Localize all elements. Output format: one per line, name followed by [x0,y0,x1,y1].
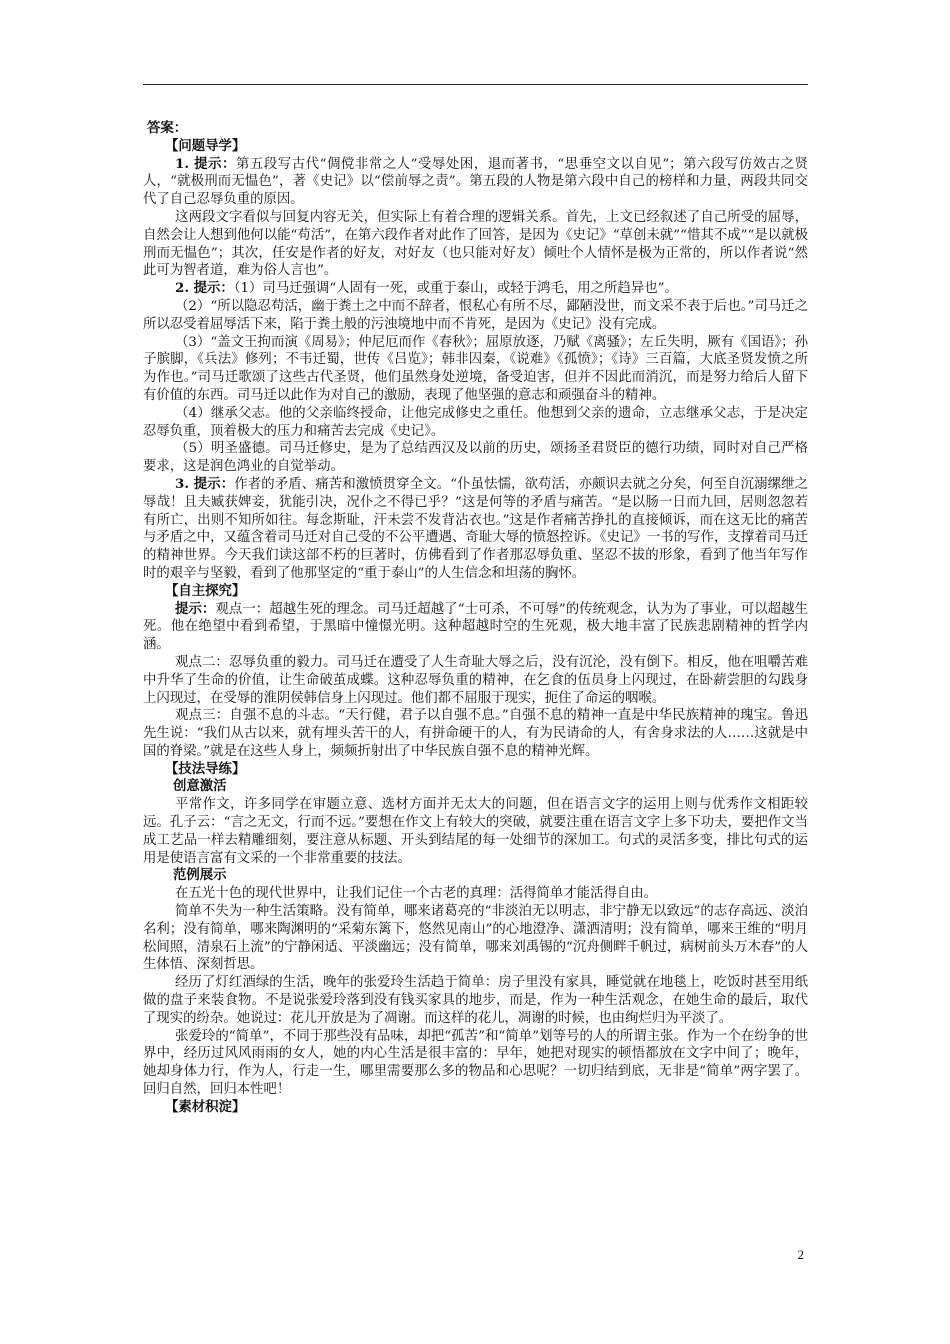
example-paragraph-3: 经历了灯红酒绿的生活，晚年的张爱玲生活趋于简单：房子里没有家具，睡觉就在地毯上，吃饭时甚至用纸做的盘子来装食物。不是说张爱玲落到没有钱买家具的地步，而是，作为一种生活观念，在她生命的最后，取代了现实的纷杂。她说过：花儿开放是为了凋谢。而这样的花儿，凋谢的时候，也由绚烂归为平淡了。 [143,975,808,1026]
explore-text-1: 观点一：超越生死的理念。司马迁超越了“士可杀，不可辱”的传统观念，认为为了事业，可以超越生死。他在绝望中看到希望，于黑暗中憧憬光明。这种超越时空的生死观，极大地丰富了民族悲剧精神的哲学内涵。 [143,601,808,653]
q2-text-1: （1）司马迁强调“人固有一死，或重于泰山，或轻于鸿毛，用之所趋异也”。 [233,281,678,297]
answer-content [143,120,808,1117]
example-paragraph-1: 在五光十色的现代世界中，让我们记住一个古老的真理：活得简单才能活得自由。 [175,886,658,902]
q2-paragraph-2: （2）“所以隐忍苟活，幽于粪土之中而不辞者，恨私心有所不尽，鄙陋没世，而文采不表于后也。”司马迁之所以忍受着屈辱活下来，陷于粪土般的污浊境地中而不肯死，是因为《史记》没有完成。 [143,298,808,332]
subsection-example: 范例展示 [173,867,227,884]
q3-label: 3. 提示： [175,475,235,492]
q2-label: 2. 提示： [175,280,234,297]
example-paragraph-4: 张爱玲的“简单”，不同于那些没有品味，却把“孤苦”和“简单”划等号的人的所谓主张。作为一个在纷争的世界中，经历过风风雨雨的女人，她的内心生活是很丰富的：早年，她把对现实的顿悟都放在文字中间了；晚年，她却身体力行，作为人，行走一生，哪里需要那么多的物品和心思呢？一切归结到底，无非是“简单”两字罢了。回归自然，回归本性吧！ [143,1028,808,1098]
explore-paragraph-2: 观点二：忍辱负重的毅力。司马迁在遭受了人生奇耻大辱之后，没有沉沦，没有倒下。相反，他在咀嚼苦难中升华了生命的价值，让生命破茧成蝶。这种忍辱负重的精神，在乞食的伍员身上闪现过，在卧薪尝胆的勾践身上闪现过，在受辱的淮阴侯韩信身上闪现过。他们都不屈服于现实，扼住了命运的咽喉。 [143,654,808,706]
q3-text-1: 作者的矛盾、痛苦和激愤贯穿全文。“仆虽怯懦，欲苟活，亦颇识去就之分矣，何至自沉溺缧绁之辱哉！且夫臧获婢妾，犹能引决，况仆之不得已乎？”这是何等的矛盾与痛苦。“是以肠一日而九回，居则忽忽若有所亡，出则不知所如往。每念斯耻，汗未尝不发背沾衣也。”这是作者痛苦挣扎的直接倾诉，而在这无比的痛苦与矛盾之中，又蕴含着司马迁对自己受的不公平遭遇、奇耻大辱的愤怒控诉。《史记》一书的写作，支撑着司马迁的精神世界。今天我们读这部不朽的巨著时，仿佛看到了作者那忍辱负重、坚忍不拔的形象，看到了他当年写作时的艰辛与坚毅，看到了他那坚定的“重于泰山”的人生信念和坦荡的胸怀。 [143,476,808,581]
q3-paragraph-1 [143,476,808,583]
q1-label: 1. 提示： [175,155,236,172]
q2-paragraph-1 [143,280,808,298]
section-technique: 【技法导练】 [165,760,246,777]
section-explore: 【自主探究】 [165,582,246,599]
q2-paragraph-5: （5）明圣盛德。司马迁修史，是为了总结西汉及以前的历史，颂扬圣君贤臣的德行功绩，同时对自己严格要求，这是润色鸿业的自觉举动。 [143,441,808,475]
q1-paragraph-1 [143,156,808,209]
answer-heading: 答案： [147,120,188,136]
page-number: 2 [797,1247,804,1262]
section-material: 【素材积淀】 [165,1098,246,1115]
q1-text-1: 第五段写古代“倜傥非常之人”受辱处困，退而著书，“思垂空文以自见”；第六段写仿效古之贤人，“就极刑而无愠色”，著《史记》以“偿前辱之责”。第五段的人物是第六段中自己的榜样和力量，两段共同交代了自己忍辱负重的原因。 [143,156,808,208]
q2-paragraph-4: （4）继承父志。他的父亲临终授命，让他完成修史之重任。他想到父亲的遗命，立志继承父志，于是决定忍辱负重，顶着极大的压力和痛苦去完成《史记》。 [143,405,808,439]
header-rule [143,84,808,85]
q2-paragraph-3: （3）“盖文王拘而演《周易》；仲尼厄而作《春秋》；屈原放逐，乃赋《离骚》；左丘失明，厥有《国语》；孙子膑脚，《兵法》修列；不韦迁蜀，世传《吕览》；韩非囚秦，《说难》《孤愤》；《诗》三百篇，大底圣贤发愤之所为作也。”司马迁歌颂了这些古代圣贤，他们虽然身处逆境，备受迫害，但并不因此而消沉，而是努力给后人留下有价值的东西。司马迁以此作为对自己的激励，表现了他坚强的意志和顽强奋斗的精神。 [143,334,808,403]
explore-paragraph-1 [143,601,808,654]
q1-paragraph-2: 这两段文字看似与回复内容无关，但实际上有着合理的逻辑关系。首先，上文已经叙述了自己所受的屈辱，自然会让人想到他何以能“苟活”，在第六段作者对此作了回答，是因为《史记》“草创未就”“惜其不成”“是以就极刑而无愠色”；其次，任安是作者的好友，对好友（也只能对好友）倾吐个人情怀是极为正常的，所以作者说“然此可为智者道，难为俗人言也”。 [143,209,808,279]
creative-paragraph-1: 平常作文，许多同学在审题立意、选材方面并无太大的问题，但在语言文字的运用上则与优秀作文相距较远。孔子云：“言之无文，行而不远。”要想在作文上有较大的突破，就要注重在语言文字上多下功夫，要把作文当成工艺品一样去精雕细刻，要注意从标题、开头到结尾的每一处细节的深加工。句式的灵活多变，排比句式的运用是使语言富有文采的一个非常重要的技法。 [143,797,808,866]
section-guide: 【问题导学】 [165,137,246,154]
example-paragraph-2: 简单不失为一种生活策略。没有简单，哪来诸葛亮的“非淡泊无以明志，非宁静无以致远”的志存高远、淡泊名利；没有简单，哪来陶渊明的“采菊东篱下，悠然见南山”的心地澄净、潇洒清明；没有简单，哪来王维的“明月松间照，清泉石上流”的宁静闲适、平淡幽远；没有简单，哪来刘禹锡的“沉舟侧畔千帆过，病树前头万木春”的人生体悟、深刻哲思。 [143,904,808,973]
subsection-creative: 创意激活 [173,778,227,795]
explore-label: 提示： [175,600,216,617]
explore-paragraph-3: 观点三：自强不息的斗志。“天行健，君子以自强不息。”自强不息的精神一直是中华民族精神的瑰宝。鲁迅先生说：“我们从古以来，就有埋头苦干的人，有拼命硬干的人，有为民请命的人，有舍身求法的人……这就是中国的脊梁。”就是在这些人身上，频频折射出了中华民族自强不息的精神光辉。 [143,708,808,759]
